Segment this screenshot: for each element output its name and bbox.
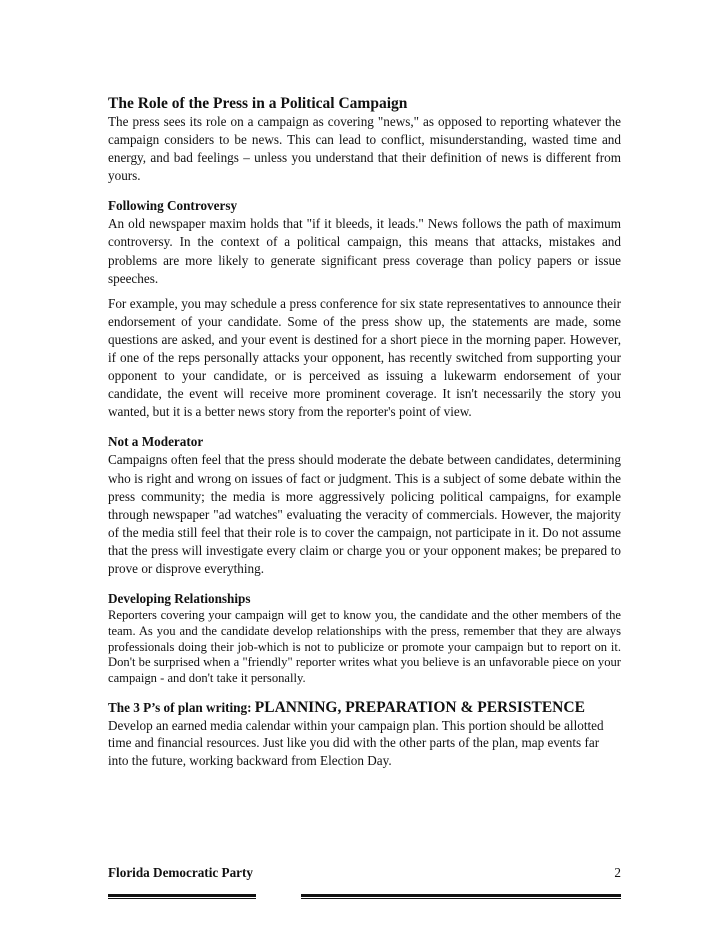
paragraph: An old newspaper maxim holds that "if it bleeds, it leads." News follows the path of maximum controversy. In the context of a political campaign, this means that attacks, mistakes and problems are more likely to generate significant press coverage than policy papers or issue speeches. xyxy=(108,216,621,286)
paragraph: Reporters covering your campaign will get to know you, the candidate and the other members of the team. As you and the candidate develop relationships with the press, remember that they are always professionals doing their job-which is not to publicize or promote your campaign but to report on it. Don't be surprised when a "friendly" reporter writes what you believe is an unfavorable piece on your campaign - and don't take it personally. xyxy=(108,608,621,686)
footer-rule-right xyxy=(301,894,621,899)
section-developing-relationships xyxy=(108,590,621,687)
section-heading: Following Controversy xyxy=(108,198,238,214)
footer-rule-left xyxy=(108,894,256,899)
page-footer xyxy=(108,865,621,881)
paragraph: Campaigns often feel that the press should moderate the debate between candidates, determining who is right and wrong on issues of fact or judgment. This is a subject of some debate within the press community; the media is more aggressively policing political campaigns, for example through newspaper "ad watches" evaluating the veracity of commercials. However, the majority of the media still feel that their role is to cover the campaign, not participate in it. Do not assume that the press will investigate every claim or charge you or your opponent makes; be prepared to prove or disprove everything. xyxy=(108,452,621,576)
footer-organization: Florida Democratic Party xyxy=(108,865,254,880)
section-heading: Developing Relationships xyxy=(108,591,251,607)
section-heading xyxy=(108,699,621,717)
paragraph: For example, you may schedule a press conference for six state representatives to announce their endorsement of your candidate. Some of the press show up, the statements are made, some questions are asked, and your event is destined for a short piece in the morning paper. However, if one of the reps personally attacks your opponent, has recently switched from supporting your opponent to your candidate, or is perceived as issuing a lukewarm endorsement of your candidate, the event will receive more prominent coverage. It isn't necessarily the story you wanted, but it is a better news story from the reporter's point of view. xyxy=(108,295,621,420)
page-number: 2 xyxy=(614,865,621,880)
page-title: The Role of the Press in a Political Campaign xyxy=(108,95,408,112)
section-heading: Not a Moderator xyxy=(108,434,204,450)
paragraph: Develop an earned media calendar within your campaign plan. This portion should be allotted time and financial resources. Just like you did with the other parts of the plan, map events far into the future, working backward from Election Day. xyxy=(108,718,604,768)
document-body xyxy=(108,95,621,769)
section-following-controversy xyxy=(108,197,621,421)
section-three-ps xyxy=(108,699,621,769)
heading-prefix: The 3 P’s of plan writing: xyxy=(108,700,255,716)
intro-paragraph: The press sees its role on a campaign as covering "news," as opposed to reporting whatever the campaign considers to be news. This can lead to conflict, misunderstanding, wasted time and energy, and bad feelings – unless you understand that their definition of news is different from yours. xyxy=(108,114,621,184)
heading-emphasis: PLANNING, PREPARATION & PERSISTENCE xyxy=(254,699,585,717)
section-not-a-moderator xyxy=(108,433,621,578)
